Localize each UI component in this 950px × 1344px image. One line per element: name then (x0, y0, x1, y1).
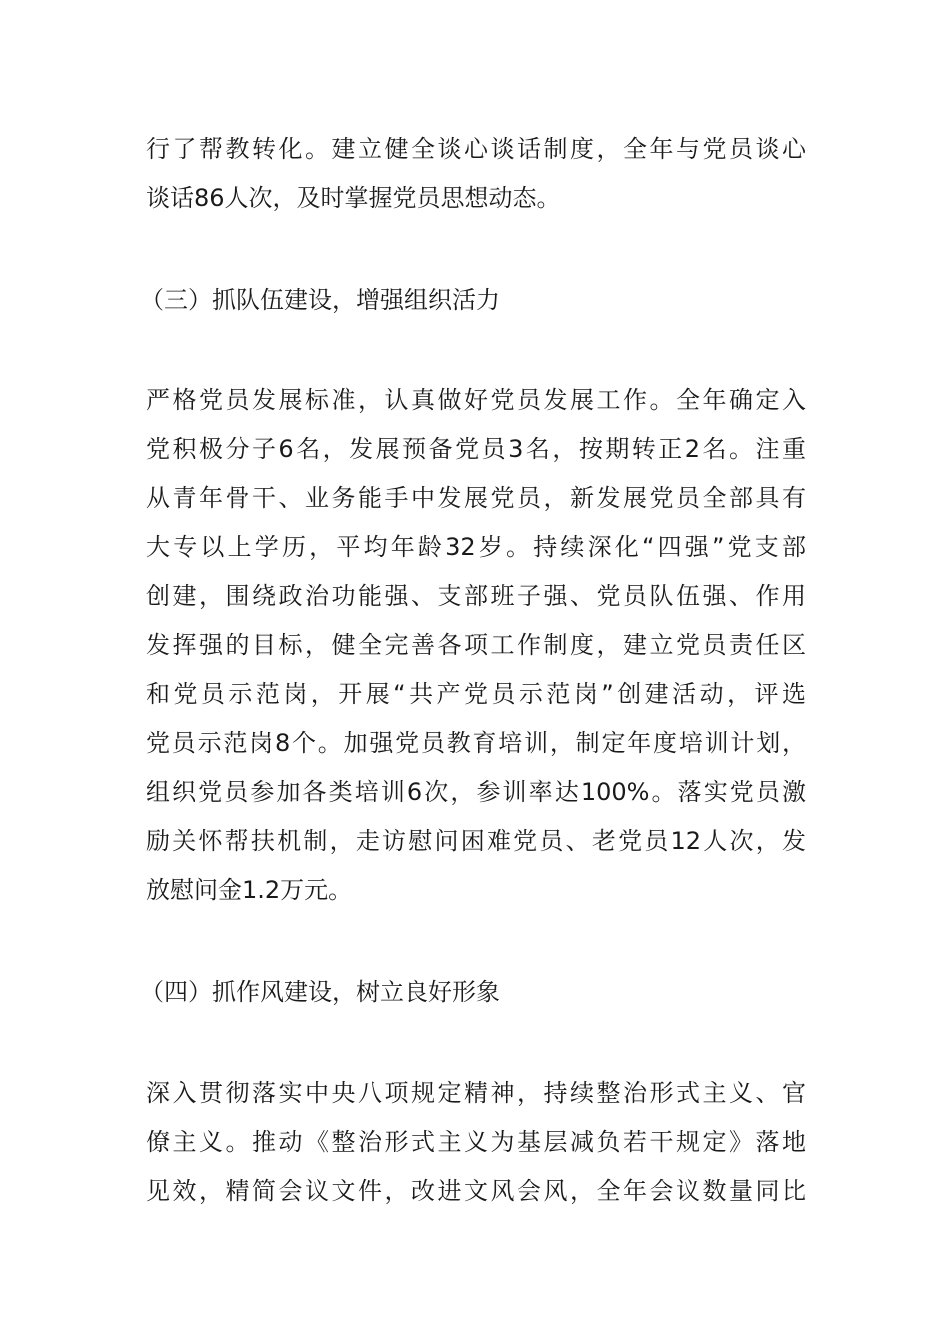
paragraph-2-line-4: 大专以上学历，平均年龄32岁。持续深化“四强”党支部 (146, 533, 806, 561)
paragraph-2-line-8: 党员示范岗8个。加强党员教育培训，制定年度培训计划， (146, 729, 806, 757)
paragraph-1-line-1: 行了帮教转化。建立健全谈心谈话制度，全年与党员谈心 (146, 135, 806, 163)
paragraph-2-line-9: 组织党员参加各类培训6次，参训率达100%。落实党员激 (146, 778, 806, 806)
paragraph-2-line-10: 励关怀帮扶机制，走访慰问困难党员、老党员12人次，发 (146, 827, 806, 855)
paragraph-2-line-11: 放慰问金1.2万元。 (146, 876, 353, 904)
paragraph-2-line-5: 创建，围绕政治功能强、支部班子强、党员队伍强、作用 (146, 582, 806, 610)
paragraph-2-line-6: 发挥强的目标，健全完善各项工作制度，建立党员责任区 (146, 631, 806, 659)
paragraph-2-line-2: 党积极分子6名，发展预备党员3名，按期转正2名。注重 (146, 435, 806, 463)
paragraph-3-line-1: 深入贯彻落实中央八项规定精神，持续整治形式主义、官 (146, 1079, 806, 1107)
section-heading-3: （三）抓队伍建设，增强组织活力 (140, 286, 500, 314)
paragraph-3-line-2: 僚主义。推动《整治形式主义为基层减负若干规定》落地 (146, 1128, 806, 1156)
paragraph-2-line-3: 从青年骨干、业务能手中发展党员，新发展党员全部具有 (146, 484, 806, 512)
section-heading-4: （四）抓作风建设，树立良好形象 (140, 978, 500, 1006)
paragraph-3-line-3: 见效，精简会议文件，改进文风会风，全年会议数量同比 (146, 1177, 806, 1205)
paragraph-1-line-2: 谈话86人次，及时掌握党员思想动态。 (146, 184, 561, 212)
paragraph-2-line-1: 严格党员发展标准，认真做好党员发展工作。全年确定入 (146, 386, 806, 414)
paragraph-2-line-7: 和党员示范岗，开展“共产党员示范岗”创建活动，评选 (146, 680, 806, 708)
